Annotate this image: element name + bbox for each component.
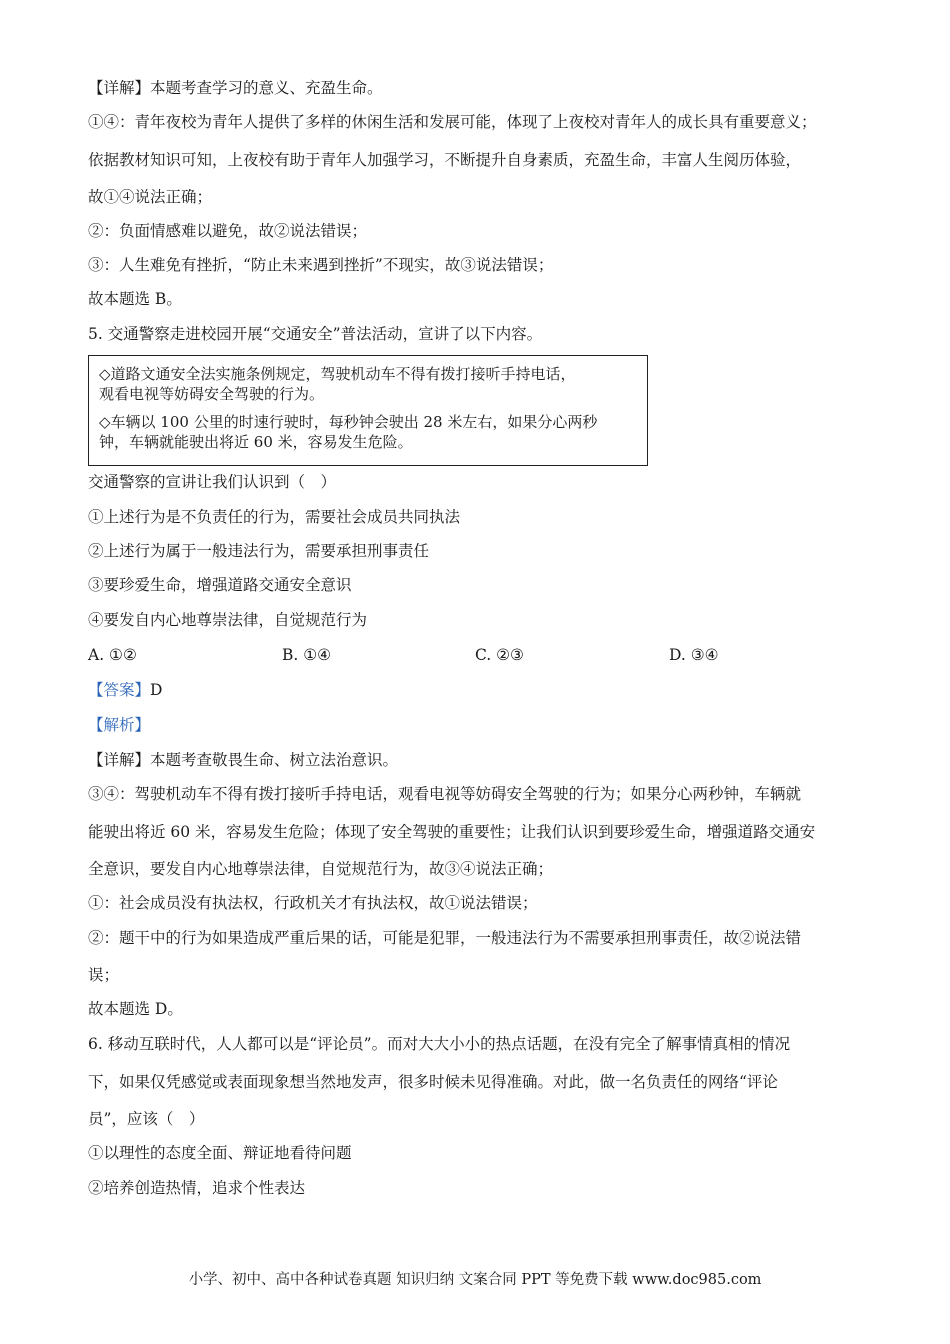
analysis-line: ③④：驾驶机动车不得有拨打接听手持电话，观看电视等妨碍安全驾驶的行为；如果分心两秒钟，车辆就: [88, 785, 802, 803]
question-6-stem: 6. 移动互联时代，人人都可以是“评论员”。而对大大小小的热点话题，在没有完全了解事情真相的情况: [88, 1035, 791, 1053]
statement-item: ①以理性的态度全面、辩证地看待问题: [88, 1144, 352, 1162]
option-b: B. ①④: [282, 646, 332, 664]
question-6-stem: 员”，应该（ ）: [88, 1110, 205, 1128]
analysis-line: 误；: [88, 966, 120, 984]
analysis-line: 全意识，要发自内心地尊崇法律，自觉规范行为，故③④说法正确；: [88, 860, 554, 878]
option-d: D. ③④: [669, 646, 719, 664]
analysis-line: ②：题干中的行为如果造成严重后果的话，可能是犯罪，一般违法行为不需要承担刑事责任，故②说法错: [88, 929, 802, 947]
detail-line: [88, 750, 398, 770]
material-line: ◇车辆以 100 公里的时速行驶时，每秒钟会驶出 28 米左右，如果分心两秒: [99, 413, 598, 431]
statement-item: ①上述行为是不负责任的行为，需要社会成员共同执法: [88, 508, 461, 526]
analysis-line: 能驶出将近 60 米，容易发生危险；体现了安全驾驶的重要性；让我们认识到要珍爱生命，增强道路交通安: [88, 823, 816, 841]
answer-line: [88, 680, 162, 700]
statement-item: ②培养创造热情，追求个性表达: [88, 1179, 306, 1197]
statement-item: ②上述行为属于一般违法行为，需要承担刑事责任: [88, 542, 430, 560]
analysis-line: 依据教材知识可知，上夜校有助于青年人加强学习，不断提升自身素质，充盈生命，丰富人生阅历体验，: [88, 151, 802, 169]
page-footer: 小学、初中、高中各种试卷真题 知识归纳 文案合同 PPT 等免费下载 www.doc985.com: [188, 1272, 762, 1288]
detail-text: 本题考查敬畏生命、树立法治意识。: [150, 751, 399, 769]
analysis-line: ①：社会成员没有执法权，行政机关才有执法权，故①说法错误；: [88, 894, 538, 912]
analysis-tag: 【解析】: [88, 716, 151, 734]
material-line: 观看电视等妨碍安全驾驶的行为。: [99, 385, 325, 403]
question-5-stem: 5. 交通警察走进校园开展“交通安全”普法活动，宣讲了以下内容。: [88, 325, 543, 343]
material-box: [88, 355, 648, 466]
detail-line: [88, 78, 383, 98]
analysis-line: 故①④说法正确；: [88, 188, 213, 206]
analysis-line: 故本题选 D。: [88, 1000, 183, 1018]
material-line: 钟，车辆就能驶出将近 60 米，容易发生危险。: [99, 433, 413, 451]
option-c: C. ②③: [475, 646, 524, 664]
detail-text: 本题考查学习的意义、充盈生命。: [150, 79, 383, 97]
question-6-stem: 下，如果仅凭感觉或表面现象想当然地发声，很多时候未见得准确。对此，做一名负责任的网络“评论: [88, 1073, 778, 1091]
statement-item: ④要发自内心地尊崇法律，自觉规范行为: [88, 611, 368, 629]
analysis-line: ①④：青年夜校为青年人提供了多样的休闲生活和发展可能，体现了上夜校对青年人的成长具有重要意义；: [88, 113, 817, 131]
statement-item: ③要珍爱生命，增强道路交通安全意识: [88, 576, 352, 594]
detail-tag: 【详解】: [88, 751, 151, 769]
detail-tag: 【详解】: [88, 79, 151, 97]
analysis-line: ③：人生难免有挫折，“防止未来遇到挫折”不现实，故③说法错误；: [88, 256, 554, 274]
answer-value: D: [150, 681, 163, 699]
option-a: A. ①②: [88, 646, 137, 664]
analysis-line: 故本题选 B。: [88, 290, 182, 308]
answer-tag: 【答案】: [88, 681, 151, 699]
question-5-prompt: 交通警察的宣讲让我们认识到（ ）: [88, 473, 337, 491]
material-line: ◇道路文通安全法实施条例规定，驾驶机动车不得有拨打接听手持电话，: [99, 365, 576, 383]
analysis-line: ②：负面情感难以避免，故②说法错误；: [88, 222, 368, 240]
